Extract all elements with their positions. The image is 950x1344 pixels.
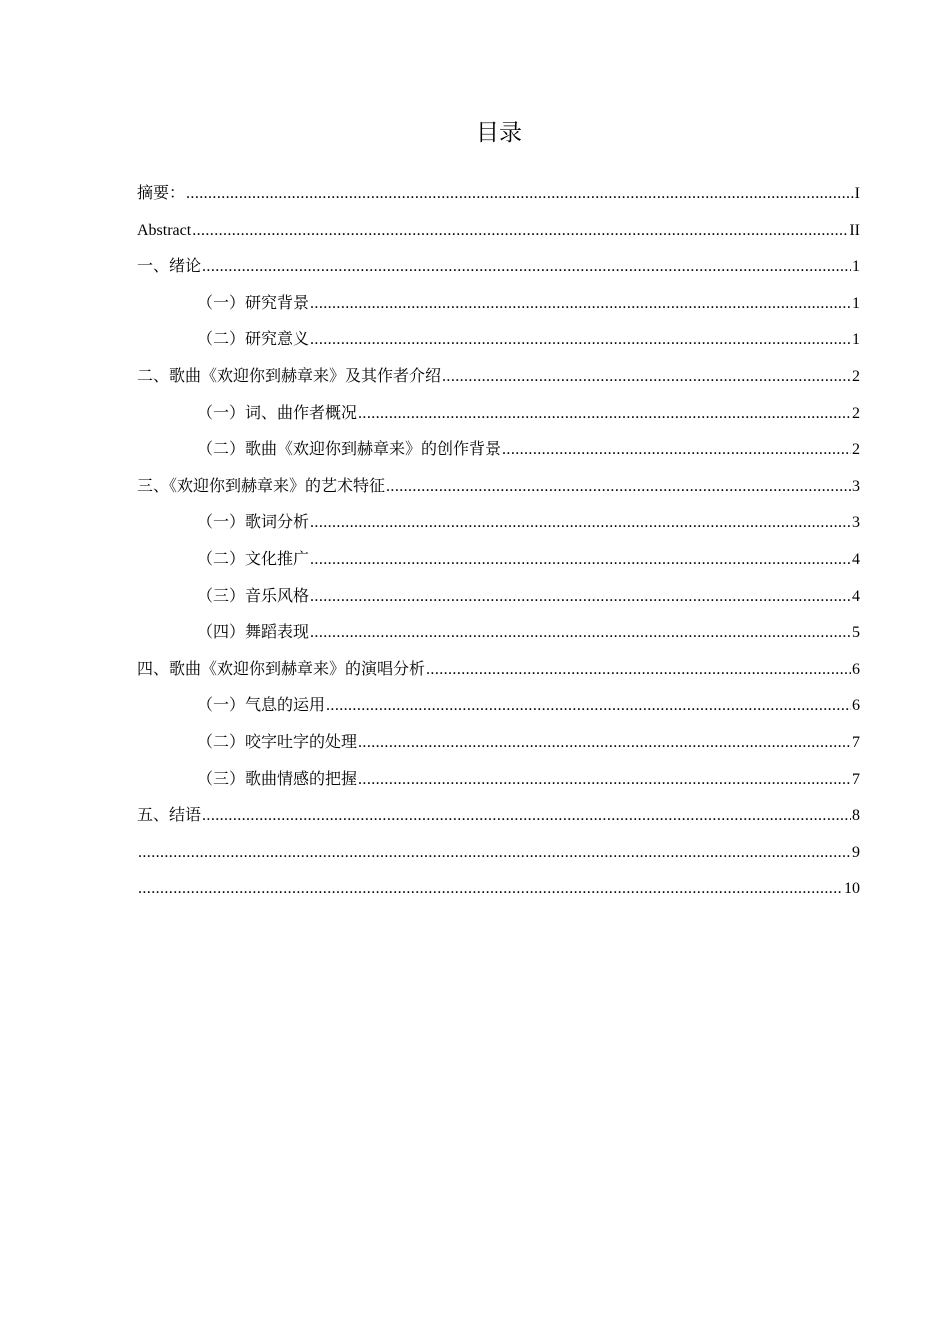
- toc-page-number: II: [849, 221, 860, 239]
- toc-entry-section-3-3[interactable]: [137, 579, 860, 616]
- toc-entry-section-1-2[interactable]: [137, 322, 860, 359]
- toc-entry-section-4-3[interactable]: [137, 762, 860, 799]
- toc-dot-leader: [358, 396, 851, 433]
- toc-dot-leader: [310, 505, 851, 542]
- toc-entry-label: （二）咬字吐字的处理: [197, 733, 358, 751]
- toc-page-number: 4: [852, 587, 860, 605]
- toc-entry-section-4-1[interactable]: [137, 688, 860, 725]
- toc-entry-label: Abstract: [137, 221, 192, 239]
- page-title: 目录: [476, 120, 522, 146]
- toc-entry-section-3-1[interactable]: [137, 505, 860, 542]
- toc-entry-label: （四）舞蹈表现: [197, 624, 310, 642]
- toc-page-number: 6: [852, 697, 860, 715]
- toc-dot-leader: [192, 213, 848, 250]
- toc-dot-leader: [138, 871, 843, 908]
- toc-entry-section-3-2[interactable]: [137, 542, 860, 579]
- toc-entry-label: 三、《欢迎你到赫章来》的艺术特征: [137, 477, 386, 495]
- toc-entry-section-2-1[interactable]: [137, 396, 860, 433]
- toc-page-number: 3: [852, 477, 860, 495]
- toc-dot-leader: [358, 762, 851, 799]
- toc-entry-label: （三）歌曲情感的把握: [197, 770, 358, 788]
- toc-dot-leader: [358, 725, 851, 762]
- toc-entry-untitled-9[interactable]: [137, 835, 860, 872]
- toc-dot-leader: [310, 286, 851, 323]
- toc-dot-leader: [310, 322, 851, 359]
- toc-entry-chapter-3[interactable]: [137, 469, 860, 506]
- toc-entry-label: 五、结语: [137, 807, 202, 825]
- toc-entry-chapter-4[interactable]: [137, 652, 860, 689]
- toc-entry-section-2-2[interactable]: [137, 432, 860, 469]
- toc-entry-label: （一）词、曲作者概况: [197, 404, 358, 422]
- toc-entry-label: 一、绪论: [137, 258, 202, 276]
- toc-entry-untitled-10[interactable]: [137, 871, 860, 908]
- toc-entry-label: （一）研究背景: [197, 294, 310, 312]
- toc-dot-leader: [138, 835, 851, 872]
- toc-entry-section-3-4[interactable]: [137, 615, 860, 652]
- toc-page-number: 5: [852, 624, 860, 642]
- toc-entry-label: （一）气息的运用: [197, 697, 326, 715]
- toc-dot-leader: [502, 432, 851, 469]
- toc-page-number: 8: [852, 807, 860, 825]
- toc-entry-chapter-2[interactable]: [137, 359, 860, 396]
- toc-entry-abstract-cn[interactable]: [137, 176, 860, 213]
- toc-page-number: 2: [852, 441, 860, 459]
- toc-entry-label: 四、歌曲《欢迎你到赫章来》的演唱分析: [137, 660, 426, 678]
- toc-dot-leader: [310, 615, 851, 652]
- toc-dot-leader: [202, 798, 851, 835]
- toc-dot-leader: [310, 579, 851, 616]
- toc-dot-leader: [426, 652, 851, 689]
- table-of-contents: [137, 176, 860, 908]
- toc-page-number: 2: [852, 404, 860, 422]
- toc-page-number: 3: [852, 514, 860, 532]
- toc-dot-leader: [202, 249, 851, 286]
- toc-dot-leader: [326, 688, 851, 725]
- toc-entry-abstract-en[interactable]: [137, 213, 860, 250]
- toc-dot-leader: [386, 469, 851, 506]
- toc-entry-label: （三）音乐风格: [197, 587, 310, 605]
- toc-entry-label: （二）歌曲《欢迎你到赫章来》的创作背景: [197, 441, 502, 459]
- toc-entry-label: （二）研究意义: [197, 331, 310, 349]
- toc-page-number: 1: [852, 294, 860, 312]
- toc-entry-chapter-5[interactable]: [137, 798, 860, 835]
- toc-page-number: 4: [852, 550, 860, 568]
- toc-page-number: 7: [852, 733, 860, 751]
- toc-dot-leader: [442, 359, 851, 396]
- toc-page-number: 7: [852, 770, 860, 788]
- toc-page-number: 9: [852, 843, 860, 861]
- toc-page-number: 10: [844, 880, 860, 898]
- toc-entry-label: （一）歌词分析: [197, 514, 310, 532]
- toc-entry-label: （二）文化推广: [197, 550, 310, 568]
- toc-entry-label: 二、歌曲《欢迎你到赫章来》及其作者介绍: [137, 367, 442, 385]
- toc-page-number: 2: [852, 367, 860, 385]
- toc-entry-label: 摘要：: [137, 185, 186, 202]
- toc-entry-chapter-1[interactable]: [137, 249, 860, 286]
- toc-page-number: 6: [852, 660, 860, 678]
- toc-entry-section-4-2[interactable]: [137, 725, 860, 762]
- toc-page-number: I: [854, 185, 860, 202]
- toc-page-number: 1: [852, 258, 860, 276]
- toc-page-number: 1: [852, 331, 860, 349]
- toc-entry-section-1-1[interactable]: [137, 286, 860, 323]
- toc-dot-leader: [310, 542, 851, 579]
- toc-dot-leader: [186, 176, 854, 213]
